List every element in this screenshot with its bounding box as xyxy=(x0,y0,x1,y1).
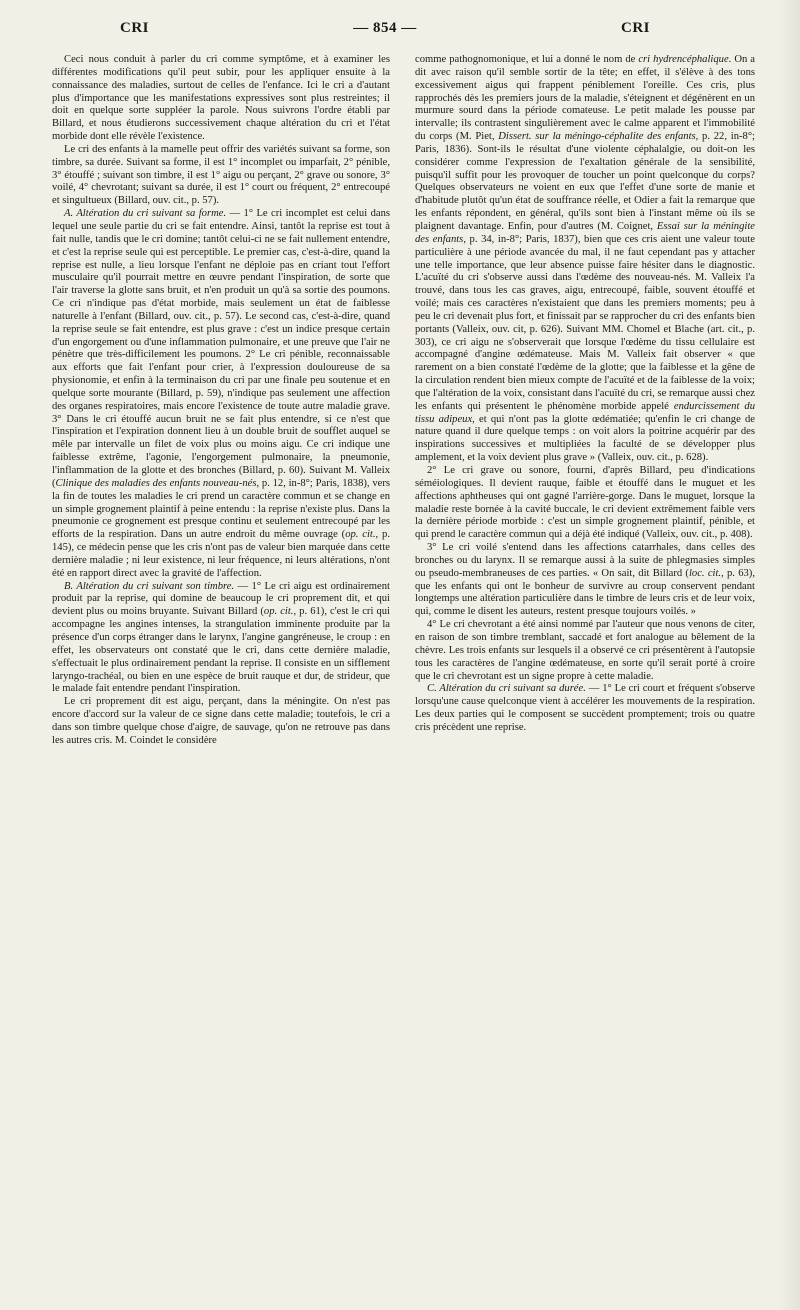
paragraph-cri-chevrotant: 4° Le cri chevrotant a été ainsi nommé par l'auteur que nous venons de citer, en raison de son timbre tremblant, saccadé et fort analogue au bêlement de la chèvre. Les trois enfants sur lesquels il a observé ce cri présentèrent à l'autopsie tous les caractères de l'angine œdémateuse, en sorte qu'il serait porté à croire que le cri chevrotant est un signe propre à cette maladie. xyxy=(415,619,755,682)
section-b-heading: B. Altération du cri suivant son timbre. xyxy=(64,580,235,592)
paragraph-cri-grave: 2° Le cri grave ou sonore, fourni, d'après Billard, peu d'indications séméiologiques. Il devient rauque, faible et étouffé dans le muguet et les affections aphtheuses qui ont gagné l'arrière-gorge. Dans le muguet, lorsque la maladie reste bornée à la cavité buccale, le cri devient extrêmement faible vers la dernière période morbide : c'est un simple grognement plaintif, pénible, et qui prend le caractère commun qui a déjà été indiqué (Valleix, ouv. cit., p. 408). xyxy=(415,465,755,541)
citation: op. cit. xyxy=(263,606,294,618)
running-head xyxy=(120,20,650,37)
paragraph-varieties: Le cri des enfants à la mamelle peut offrir des variétés suivant sa forme, son timbre, sa durée. Suivant sa forme, il est 1° incomplet ou imparfait, 2° pénible, 3° étouffé ; suivant son timbre, il est 1° aigu ou perçant, 2° grave ou sonore, 3° voilé, 4° chevrotant; suivant sa durée, il est 1° court ou fréquent, 2° entrecoupé et singultueux (Billard, ouv. cit., p. 57). xyxy=(52,143,390,207)
page-edge-shadow xyxy=(778,0,800,1310)
left-column xyxy=(52,54,390,748)
paragraph-meningite: Le cri proprement dit est aigu, perçant, dans la méningite. On n'est pas encore d'accord sur la valeur de ce signe dans cette maladie; toutefois, le cri a dans son timbre quelque chose d'aigre, de sauvage, qu'on ne retrouve pas dans les autres cris. M. Coindet le considère xyxy=(52,696,390,746)
paragraph-section-c: C. Altération du cri suivant sa durée. — 1° Le cri court et fréquent s'observe lorsqu'une cause quelconque vient à accélérer les mouvements de la respiration. Les deux parties qui le composent se succèdent promptement; trois ou quatre cris précèdent une reprise. xyxy=(415,683,756,733)
term: cri hydrencéphalique xyxy=(638,54,729,65)
term: endurcissement du tissu adipeux xyxy=(415,400,755,425)
running-head-right: CRI xyxy=(620,20,650,36)
page-number: — 854 — xyxy=(353,20,417,36)
citation: Clinique des maladies des enfants nouveau-nés xyxy=(55,477,257,489)
paragraph-hydrencephalique: comme pathognomonique, et lui a donné le nom de cri hydrencéphalique. On a dit avec raison qu'il semble sortir de la tête; en effet, il s'élève à des tons excessivement aigus qui frappent péniblement l'oreille. Ces cris, plus rapprochés dès les premiers jours de la maladie, s'éteignent et dégénèrent en un murmure sourd dans la période comateuse. Le petit malade les pousse par intervalle; ils contrastent singulièrement avec le calme apparent et l'immobilité du corps (M. Piet, Dissert. sur la méningo-céphalite des enfants, p. 22, in-8°; Paris, 1836). Sont-ils le résultat d'une violente céphalalgie, ou doit-on les considérer comme l'expression de l'exaltation générale de la sensibilité, puisqu'il suffit pour les provoquer de toucher un point quelconque du corps? Quelques observateurs ne voient en eux que l'effet d'une sorte de manie et d'habitude plutôt qu'un état de souffrance réelle, et Odier a fait la remarque que les enfants répondent, en général, qu'ils sont bien à l'instant même où ils se plaignent davantage. Enfin, pour d'autres (M. Coignet, Essai sur la méningite des enfants, p. 34, in-8°; Paris, 1837), bien que ces cris aient une valeur toute particulière à une période avancée du mal, il ne faut cependant pas y attacher une telle importance, que leur absence puisse faire hésiter dans le diagnostic. L'acuïté du cri s'observe aussi dans l'œdème des nouveau-nés. M. Valleix l'a trouvé, dans tous les cas graves, aigu, entrecoupé, faible, souvent étouffé et voilé; mais ces caractères n'existaient que dans les premiers moments; peu à peu le cri devenait plus fort, et finissait par se rapprocher du cri des enfants bien portants (Valleix, ouv. cit, p. 626). Suivant MM. Chomel et Blache (art. cit., p. 303), ce cri aigu ne s'observerait que lorsque l'œdème du tissu cellulaire est accompagné d'angine œdémateuse. Mais M. Valleix fait observer « que rarement on a bien constaté l'œdème de la glotte; que la faiblesse et la gêne de la circulation rendent bien mieux compte de l'acuïté et de la faiblesse de la voix; que l'altération de la voix, consistant dans l'acuïté du cri, se remarque aussi chez les enfants qui présentent le phénomène morbide appelé endurcissement du tissu adipeux, et qui n'ont pas la glotte œdématiée; qu'enfin le cri change de nature quand il dure quelque temps : on voit alors la poitrine acquérir par des inspirations successives et multipliées la faculté de se développer plus amplement, et la voix devient plus grave » (Valleix, ouv. cit., p. 628). xyxy=(415,54,755,464)
right-column xyxy=(415,54,755,735)
citation: loc. cit. xyxy=(688,567,722,579)
citation: Dissert. sur la méningo-céphalite des enfants xyxy=(498,131,696,143)
paragraph-cri-voile: 3° Le cri voilé s'entend dans les affections catarrhales, dans celles des bronches ou du larynx. Il se remarque aussi à la suite de phlegmasies simples ou pseudo-membraneuses de ces parties. « On sait, dit Billard (loc. cit., p. 63), que les enfants qui ont le bonheur de survivre au croup conservent pendant longtemps une altération particulière dans le timbre de leurs cris et de leur voix, qui, comme le disent les auteurs, restent presque toujours voilés. » xyxy=(415,542,755,618)
section-c-heading: C. Altération du cri suivant sa durée. xyxy=(427,683,586,695)
running-head-left: CRI xyxy=(120,20,150,36)
section-a-heading: A. Altération du cri suivant sa forme. xyxy=(64,208,227,220)
citation: op. cit. xyxy=(345,529,376,541)
paragraph-section-a: A. Altération du cri suivant sa forme. — 1° Le cri incomplet est celui dans lequel une seule partie du cri se fait entendre. Ainsi, tantôt la reprise est tout à fait nulle, tandis que le cri domine; tantôt celui-ci ne se fait nullement entendre, et c'est la reprise seule qui est perceptible. Le premier cas, c'est-à-dire, quand la reprise est nulle, a lieu lorsque l'enfant ne déploie pas en criant tout l'effort musculaire qu'il pourrait mettre en œuvre pendant l'inspiration, de sorte que l'air traverse la glotte sans bruit, et n'en produit un qu'à sa sortie des poumons. Ce cri n'indique pas d'état morbide, mais seulement un état de faiblesse naturelle à l'enfant (Billard, ouv. cit., p. 57). Le second cas, c'est-à-dire, quand la reprise seule se fait entendre, est plus grave : c'est un indice presque certain d'un engorgement ou d'une inflammation pulmonaire, et une preuve que l'air ne pénètre que très-difficilement les poumons. 2° Le cri pénible, reconnaissable aux efforts que fait l'enfant pour crier, à l'expression douloureuse de sa physionomie, et enfin à la terminaison du cri par une finale peu soutenue et en quelque sorte mourante (Billard, p. 59), n'indique pas seulement une affection des organes respiratoires, mais encore l'existence de toute autre maladie grave. 3° Dans le cri étouffé aucun bruit ne se fait plus entendre, si ce n'est que l'inspiration et l'expiration donnent lieu à un double bruit de soufflet auquel se mêle par intervalle un filet de voix plus ou moins aigu. Ce cri indique une faiblesse extrême, l'agonie, l'engorgement pulmonaire, la pneumonie, l'inflammation de la glotte et des bronches (Billard, p. 60). Suivant M. Valleix (Clinique des maladies des enfants nouveau-nés, p. 12, in-8°; Paris, 1838), vers la fin de toutes les maladies le cri prend un caractère commun et se change en un simple grognement plaintif à peine entendu : la reprise n'existe plus. Dans la pneumonie ce grognement est presque continu et seulement entrecoupé par les efforts de la respiration. Dans un autre endroit du même ouvrage (op. cit., p. 145), ce médecin pense que les cris n'ont pas de valeur bien marquée dans cette dernière maladie ; ni leur existence, ni leur fréquence, ni leurs altérations, n'ont été en rapport direct avec la gravité de l'affection. xyxy=(52,208,390,579)
citation: Essai sur la méningite des enfants xyxy=(415,220,755,245)
paragraph-intro: Ceci nous conduit à parler du cri comme symptôme, et à examiner les différentes modifications qu'il peut subir, pour les appliquer ensuite à la connaissance des maladies, surtout de celles de l'enfance. Ici le cri a d'autant plus d'importance que les manifestations expressives sont plus restreintes; il doit en quelque sorte suppléer la parole. Nous suivrons l'ordre établi par Billard, et nous étudierons successivement chaque altération du cri et l'état morbide dont elle révèle l'existence. xyxy=(52,54,390,143)
paragraph-section-b: B. Altération du cri suivant son timbre. — 1° Le cri aigu est ordinairement produit par la reprise, qui domine de beaucoup le cri proprement dit, et qui devient plus ou moins bruyante. Suivant Billard (op. cit., p. 61), c'est le cri qui accompagne les angines intenses, la strangulation imminente produite par la présence d'un corps étranger dans le larynx, l'angine gangréneuse, le croup : en effet, les observateurs ont constaté que le cri, dans cette dernière maladie, s'effectuait le plus ordinairement pendant la reprise. Il consiste en un sifflement laryngo-trachéal, ou bien en une espèce de bruit rauque et dur, de strideur, que le malade fait entendre pendant l'inspiration. xyxy=(52,580,390,695)
